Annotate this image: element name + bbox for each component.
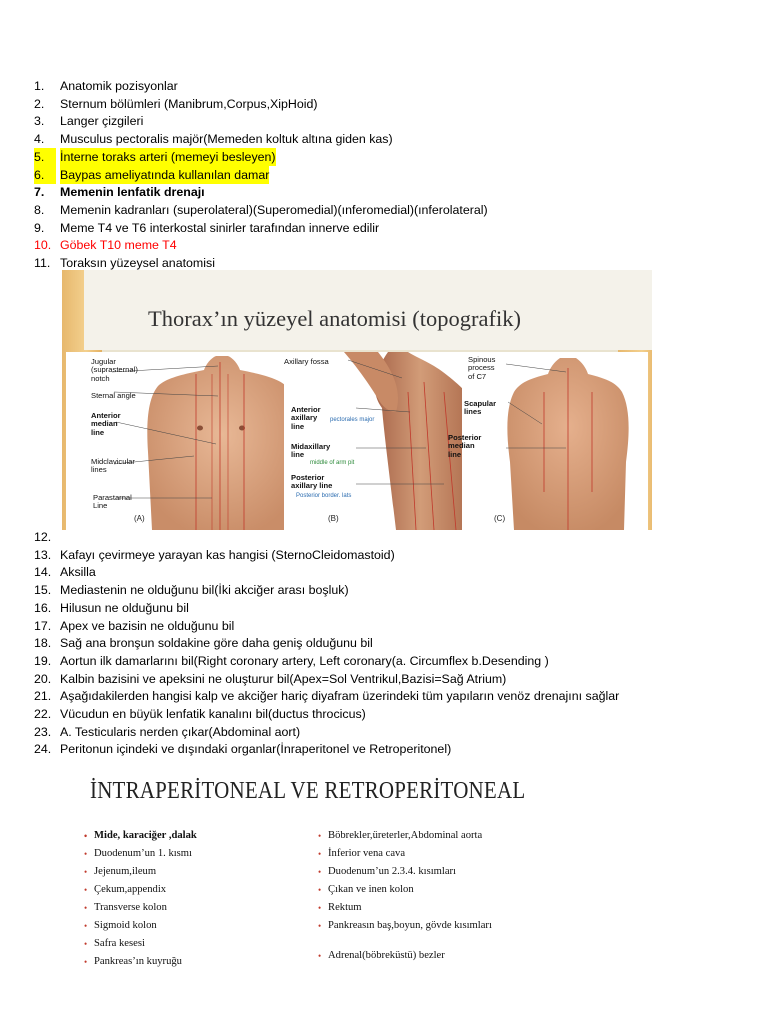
retroperitoneal-item: • Duodenum’un 2.3.4. kısımları — [318, 866, 456, 877]
panel-b — [284, 352, 466, 530]
panel-label-a: (A) — [134, 514, 145, 523]
thorax-anatomy-figure — [62, 270, 652, 530]
retroperitoneal-item: • İnferior vena cava — [318, 848, 406, 859]
retroperitoneal-item: • Rektum — [318, 902, 362, 913]
retroperitoneal-item: • Adrenal(böbreküstü) bezler — [318, 950, 445, 961]
label-parasternal-line: Parastarnal Line — [93, 493, 132, 511]
retroperitoneal-item: • Böbrekler,üreterler,Abdominal aorta — [318, 830, 483, 841]
panel-label-b: (B) — [328, 514, 339, 523]
intraperitoneal-item: • Transverse kolon — [84, 902, 167, 913]
intraperitoneal-item: • Çekum,appendix — [84, 884, 167, 895]
label-posterior-axillary-line: Posterior axillary line — [291, 473, 333, 491]
note-pectorales-major: pectorales major — [330, 417, 375, 423]
intraperitoneal-item: • Sigmoid kolon — [84, 920, 157, 931]
peritoneal-organs-figure — [62, 762, 532, 976]
label-scapular-lines: Scapular lines — [464, 399, 497, 417]
panel-c — [448, 352, 648, 530]
note-posterior-border-lats: Posterior border. lats — [296, 493, 352, 499]
intraperitoneal-item: • Pankreas’ın kuyruğu — [84, 956, 182, 967]
label-sternal-angle: Sternal angle — [91, 391, 136, 400]
label-anterior-axillary-line: Anterior axillary line — [291, 405, 321, 431]
label-midaxillary-line: Midaxillary line — [291, 442, 331, 460]
label-posterior-median-line: Posterior median line — [448, 433, 482, 459]
label-midclavicular-lines: Midclavicular lines — [91, 457, 135, 475]
intraperitoneal-item: • Safra kesesi — [84, 938, 145, 949]
label-anterior-median-line: Anterior median line — [91, 411, 121, 437]
retroperitoneal-item: • Pankreasın baş,boyun, gövde kısımları — [318, 920, 492, 931]
retroperitoneal-item: • Çıkan ve inen kolon — [318, 884, 414, 895]
panel-label-c: (C) — [494, 514, 506, 523]
intraperitoneal-item: • Mide, karaciğer ,dalak — [84, 830, 197, 841]
figure-title: Thorax’ın yüzeyel anatomisi (topografik) — [148, 306, 521, 331]
intraperitoneal-item: • Jejenum,ileum — [84, 866, 157, 877]
intraperitoneal-item: • Duodenum’un 1. kısmı — [84, 848, 192, 859]
note-middle-of-arm-pit: middle of arm pit — [310, 460, 355, 466]
label-axillary-fossa: Axillary fossa — [284, 357, 329, 366]
lateral-torso-illustration — [284, 352, 466, 530]
peritoneal-title: İNTRAPERİTONEAL VE RETROPERİTONEAL — [90, 776, 526, 804]
label-spinous-process: Spinous process of C7 — [468, 355, 496, 381]
label-jugular-notch: Jugular (suprasternal) notch — [91, 357, 138, 383]
